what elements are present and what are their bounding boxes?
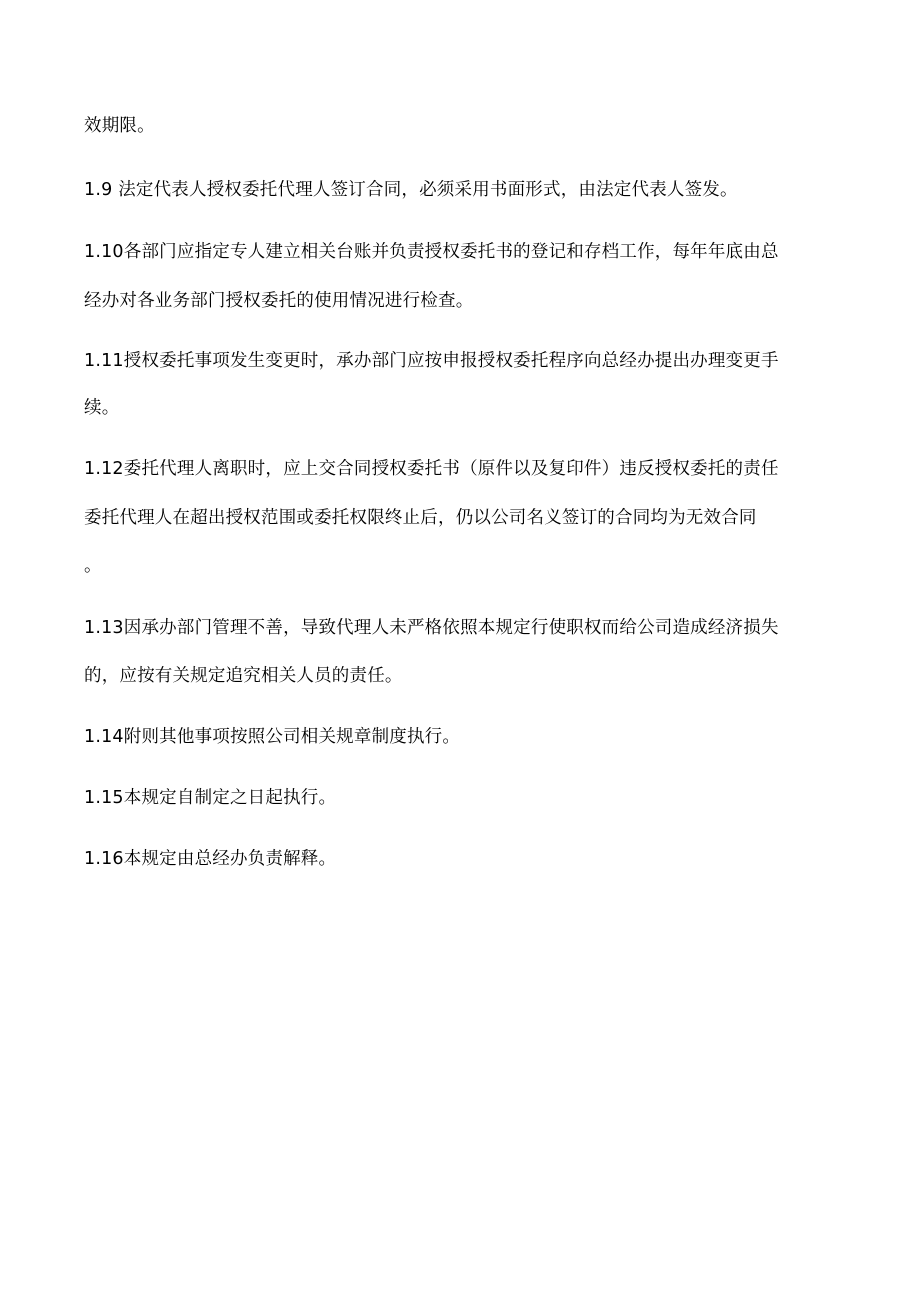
clause-1-13-line-2: 的，应按有关规定追究相关人员的责任。 [84, 666, 403, 686]
clause-1-11-line-1: 1.11授权委托事项发生变更时，承办部门应按申报授权委托程序向总经办提出办理变更手 [84, 351, 779, 371]
clause-1-12-line-2: 委托代理人在超出授权范围或委托权限终止后，仍以公司名义签订的合同均为无效合同 [84, 508, 757, 528]
clause-1-14: 1.14附则其他事项按照公司相关规章制度执行。 [84, 727, 461, 747]
clause-1-10-line-1: 1.10各部门应指定专人建立相关台账并负责授权委托书的登记和存档工作，每年年底由总 [84, 242, 779, 262]
clause-1-12-line-1: 1.12委托代理人离职时，应上交合同授权委托书（原件以及复印件）违反授权委托的责任 [84, 459, 779, 479]
clause-1-12-line-3: 。 [84, 556, 102, 576]
clause-1-9: 1.9 法定代表人授权委托代理人签订合同，必须采用书面形式，由法定代表人签发。 [84, 180, 738, 200]
clause-1-15: 1.15本规定自制定之日起执行。 [84, 788, 337, 808]
clause-1-10-line-2: 经办对各业务部门授权委托的使用情况进行检查。 [84, 291, 474, 311]
clause-1-16: 1.16本规定由总经办负责解释。 [84, 849, 337, 869]
text-line: 效期限。 [84, 116, 155, 136]
clause-1-11-line-2: 续。 [84, 398, 120, 418]
clause-1-13-line-1: 1.13因承办部门管理不善，导致代理人未严格依照本规定行使职权而给公司造成经济损失 [84, 618, 779, 638]
